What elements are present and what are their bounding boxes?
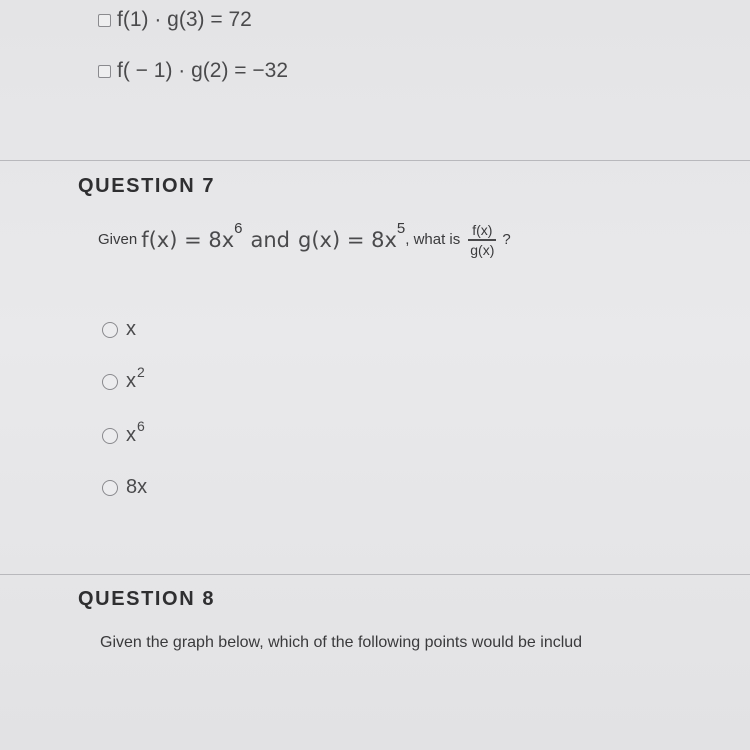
q7-option-4-base: 8x [126, 476, 148, 498]
q7-option-4[interactable] [102, 476, 147, 499]
prompt-f-def: f(x) = 8x [141, 227, 235, 252]
q6-checkbox-4[interactable] [98, 65, 111, 78]
question-8-prompt: Given the graph below, which of the following points would be includ [100, 634, 583, 651]
prompt-and: and [250, 227, 290, 252]
q7-option-1[interactable] [102, 318, 136, 341]
q6-option-4[interactable] [98, 59, 288, 83]
fraction-denominator: g(x) [470, 241, 495, 258]
q7-option-1-base: x [126, 318, 136, 340]
prompt-question-mark: ? [502, 231, 511, 249]
prompt-g-exp: 5 [396, 220, 406, 238]
question-7-heading: QUESTION 7 [78, 175, 216, 197]
q7-option-2[interactable] [102, 363, 145, 393]
prompt-fraction [468, 222, 496, 258]
q6-checkbox-3[interactable] [98, 14, 111, 27]
question-8-heading: QUESTION 8 [78, 588, 216, 610]
q6-option-3-label: f(1) · g(3) = 72 [117, 8, 252, 31]
fraction-bar [468, 239, 496, 241]
q6-option-4-label: f( − 1) · g(2) = −32 [117, 59, 288, 82]
q7-radio-3[interactable] [102, 428, 118, 444]
q7-option-2-base: x [126, 370, 136, 392]
q7-option-3-base: x [126, 424, 136, 446]
prompt-f-exp: 6 [234, 220, 243, 238]
q7-option-2-exp: 2 [137, 363, 145, 380]
q7-option-3[interactable] [102, 417, 145, 447]
fraction-numerator: f(x) [472, 222, 493, 238]
q7-radio-2[interactable] [102, 374, 118, 390]
question-7-prompt [98, 222, 511, 258]
q7-radio-4[interactable] [102, 480, 118, 496]
divider-q8 [0, 574, 750, 575]
q6-option-3[interactable] [98, 8, 252, 32]
divider-q7 [0, 160, 750, 161]
q7-option-3-exp: 6 [137, 417, 145, 434]
q7-radio-1[interactable] [102, 322, 118, 338]
prompt-what-is: , what is [405, 231, 461, 249]
prompt-given: Given [98, 231, 138, 249]
prompt-g-def: g(x) = 8x [298, 227, 397, 252]
